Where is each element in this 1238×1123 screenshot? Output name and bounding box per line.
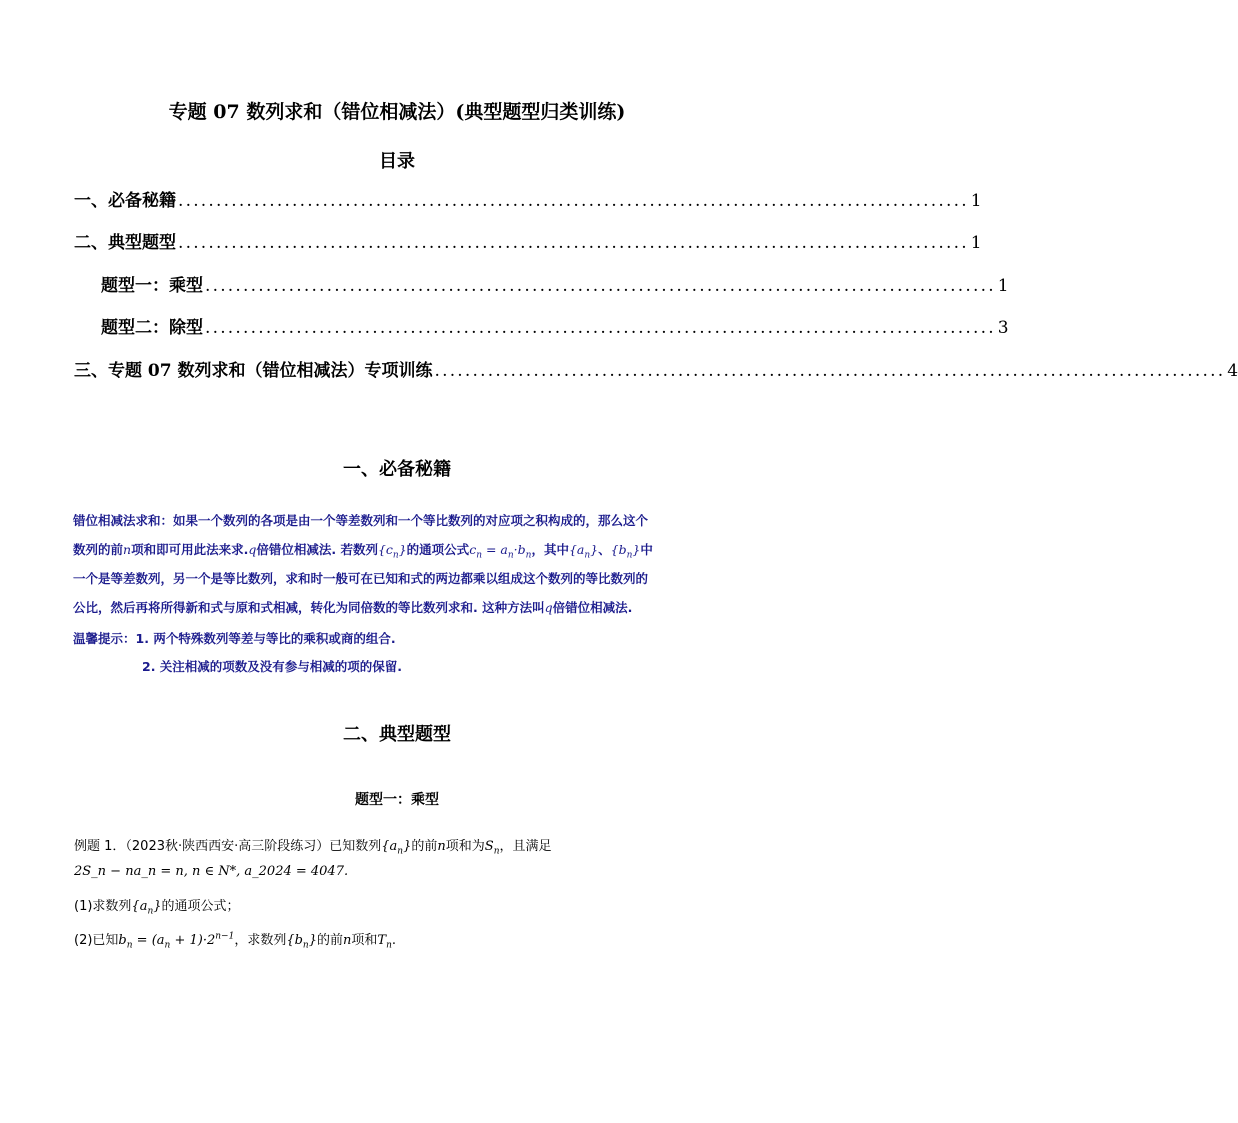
question-1: (1)求数列$\{a_n\}$的通项公式；	[74, 899, 240, 917]
toc-leader-dots: ........................................................................................................	[205, 276, 996, 296]
toc-entry-label: 一、必备秘籍	[74, 191, 176, 211]
paragraph-line: 数列的前n项和即可用此法来求.q倍错位相减法. 若数列$\{c_n\}$的通项公式$c_n = a_n\cdot b_n$，其中$\{a_n\}$、$\{b_n\}$中	[73, 542, 653, 561]
section-heading-2: 二、典型题型	[343, 724, 451, 745]
paragraph-line: 公比，然后再将所得新和式与原和式相减，转化为同倍数的等比数列求和. 这种方法叫q倍错位相减法.	[73, 600, 633, 615]
toc-entry[interactable]	[101, 273, 1009, 299]
question-2: (2)已知$b_n = (a_n + 1)\cdot 2^{n-1}$，求数列$\{b_n\}$的前n项和$T_n$.	[74, 931, 397, 951]
toc-page-number: 1	[970, 191, 982, 211]
toc-leader-dots: ........................................................................................................	[205, 318, 996, 338]
example-intro: 例题 1．（2023秋·陕西西安·高三阶段练习）已知数列$\{a_n\}$的前n项和为$S_n$，且满足	[74, 839, 552, 857]
tip-item: 2. 关注相减的项数及没有参与相减的项的保留.	[142, 659, 403, 674]
section-heading-1: 一、必备秘籍	[343, 459, 451, 480]
toc-entry[interactable]	[74, 188, 982, 214]
toc-entry-label: 三、专题 07 数列求和（错位相减法）专项训练	[74, 361, 433, 381]
toc-page-number: 1	[997, 276, 1009, 296]
tip-label: 温馨提示：	[73, 631, 136, 646]
toc-entry-label: 题型一：乘型	[101, 276, 203, 296]
toc-page-number: 1	[970, 233, 982, 253]
tip-line-1	[73, 629, 396, 647]
toc-leader-dots: ........................................................................................................	[434, 361, 1226, 381]
method-paragraph	[73, 506, 723, 622]
toc-entry-label: 题型二：除型	[101, 318, 203, 338]
toc-entry[interactable]	[101, 315, 1009, 341]
toc-leader-dots: ........................................................................................................	[178, 191, 969, 211]
paragraph-line: 一个是等差数列，另一个是等比数列，求和时一般可在已知和式的两边都乘以组成这个数列的等比数列的	[73, 571, 649, 586]
toc-heading: 目录	[379, 151, 415, 172]
paragraph-line: 错位相减法求和：如果一个数列的各项是由一个等差数列和一个等比数列的对应项之积构成的，那么这个	[73, 513, 649, 528]
toc-page-number: 3	[997, 318, 1009, 338]
toc-entry[interactable]	[74, 358, 1238, 384]
toc-entry-label: 二、典型题型	[74, 233, 176, 253]
subsection-heading: 题型一：乘型	[355, 792, 439, 808]
example-condition: 2S_n − na_n = n, n ∈ N*, a_2024 = 4047.	[74, 864, 349, 879]
toc-page-number: 4	[1227, 361, 1238, 381]
toc-leader-dots: ........................................................................................................	[178, 233, 969, 253]
toc-entry[interactable]	[74, 230, 982, 256]
document-title: 专题 07 数列求和（错位相减法）(典型题型归类训练)	[168, 101, 626, 123]
tip-item: 1. 两个特殊数列等差与等比的乘积或商的组合.	[135, 631, 396, 646]
